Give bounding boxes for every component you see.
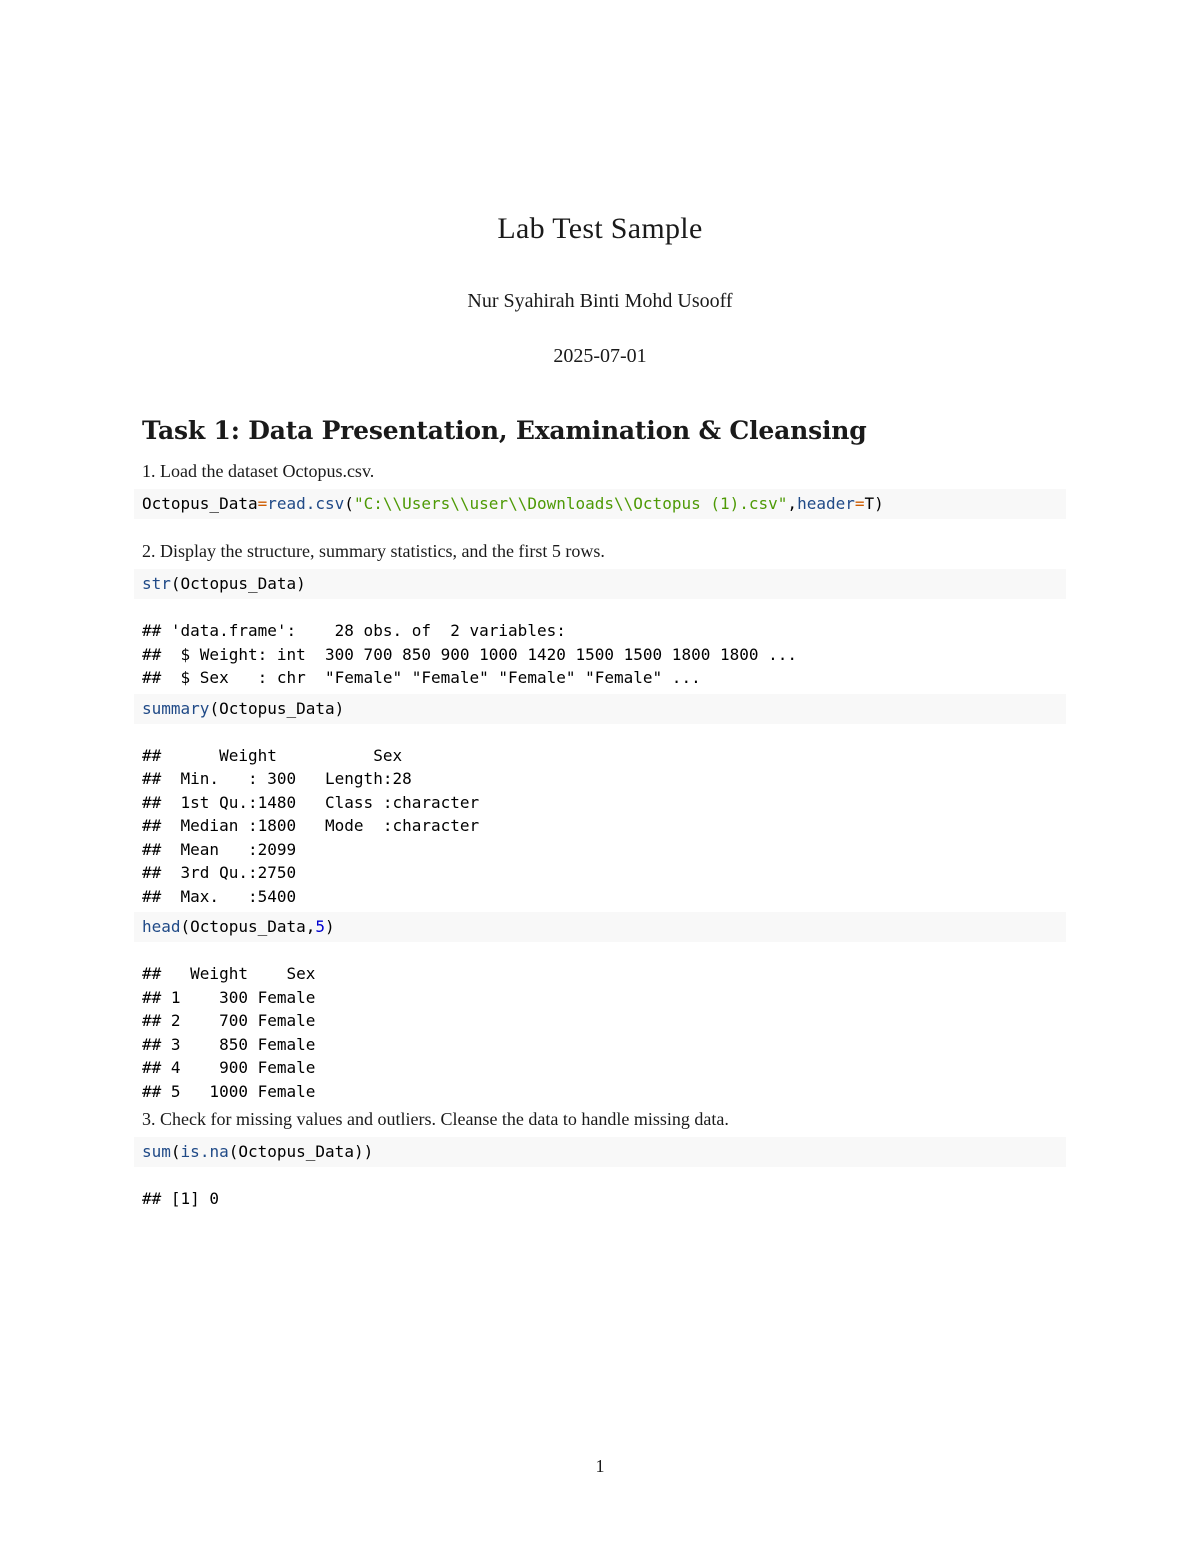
step3-instruction: 3. Check for missing values and outliers. Cleanse the data to handle missing data. (142, 1109, 729, 1129)
output-line: ## $ Weight: int 300 700 850 900 1000 1420 1500 1500 1800 1800 ... (142, 644, 798, 664)
output-line: ## 2 700 Female (142, 1011, 316, 1030)
code-close-paren: ) (874, 494, 884, 513)
output-line: ## Mean :2099 (142, 839, 499, 859)
output-line: ## $ Sex : chr "Female" "Female" "Female" "Female" ... (142, 668, 701, 687)
code-var: Octopus_Data (142, 494, 258, 513)
code-fn-is-na: is.na (180, 1142, 229, 1161)
output-line: ## Max. :5400 (142, 886, 499, 906)
output-line: ## 4 900 Female (142, 1058, 316, 1077)
section-heading-task1: Task 1: Data Presentation, Examination & Cleansing (142, 416, 867, 445)
output-line: ## 3rd Qu.:2750 (142, 863, 499, 882)
code-fn-sum: sum (142, 1142, 171, 1161)
step2-instruction: 2. Display the structure, summary statistics, and the first 5 rows. (142, 541, 605, 561)
code-eq-op: = (854, 494, 865, 513)
output-line: ## 5 1000 Female (142, 1081, 316, 1101)
output-line: ## 1st Qu.:1480 Class :character (142, 792, 499, 812)
output-line: ## 1 300 Female (142, 987, 316, 1007)
code-args: (Octopus_Data) (209, 698, 345, 718)
document-date: 2025-07-01 (553, 345, 647, 367)
code-args: (Octopus_Data, (180, 917, 316, 936)
code-file-path: "C:\\Users\\user\\Downloads\\Octopus (1).csv" (353, 494, 788, 513)
code-open-paren: ( (344, 494, 354, 513)
code-assign-op: = (257, 494, 268, 513)
code-fn-summary: summary (142, 698, 210, 718)
code-block-str[interactable] (134, 569, 1066, 599)
code-block-head[interactable] (134, 912, 1066, 942)
output-line: ## Min. : 300 Length:28 (142, 769, 499, 788)
output-line: ## 'data.frame': 28 obs. of 2 variables: (142, 621, 566, 640)
page-number: 1 (595, 1456, 605, 1476)
output-line: ## Weight Sex (142, 964, 316, 983)
output-summary (142, 744, 1066, 909)
code-comma: , (787, 494, 798, 513)
code-open-paren: ( (170, 1142, 181, 1161)
code-fn-str: str (142, 574, 171, 593)
code-args: (Octopus_Data) (170, 574, 306, 593)
code-arg-header: header (797, 494, 855, 513)
code-close-paren: ) (325, 917, 335, 936)
output-line: ## Median :1800 Mode :character (142, 816, 499, 835)
document-title: Lab Test Sample (497, 212, 703, 245)
code-block-sum-isna[interactable] (134, 1137, 1066, 1167)
code-num-arg: 5 (315, 917, 326, 936)
code-arg-value: T (864, 494, 875, 513)
code-block-summary[interactable] (134, 694, 1066, 724)
code-fn-read-csv: read.csv (267, 494, 345, 513)
output-sum-isna: ## [1] 0 (142, 1189, 220, 1208)
output-line: ## 3 850 Female (142, 1034, 316, 1054)
document-body (142, 416, 1066, 1215)
code-fn-head: head (142, 917, 181, 936)
output-str (142, 619, 1066, 690)
document-author: Nur Syahirah Binti Mohd Usooff (467, 290, 733, 312)
code-args: (Octopus_Data)) (228, 1142, 374, 1161)
step1-instruction: 1. Load the dataset Octopus.csv. (142, 461, 375, 481)
output-line: ## Weight Sex (142, 745, 509, 765)
output-head (142, 962, 1066, 1103)
code-block-load-data[interactable] (134, 489, 1066, 519)
